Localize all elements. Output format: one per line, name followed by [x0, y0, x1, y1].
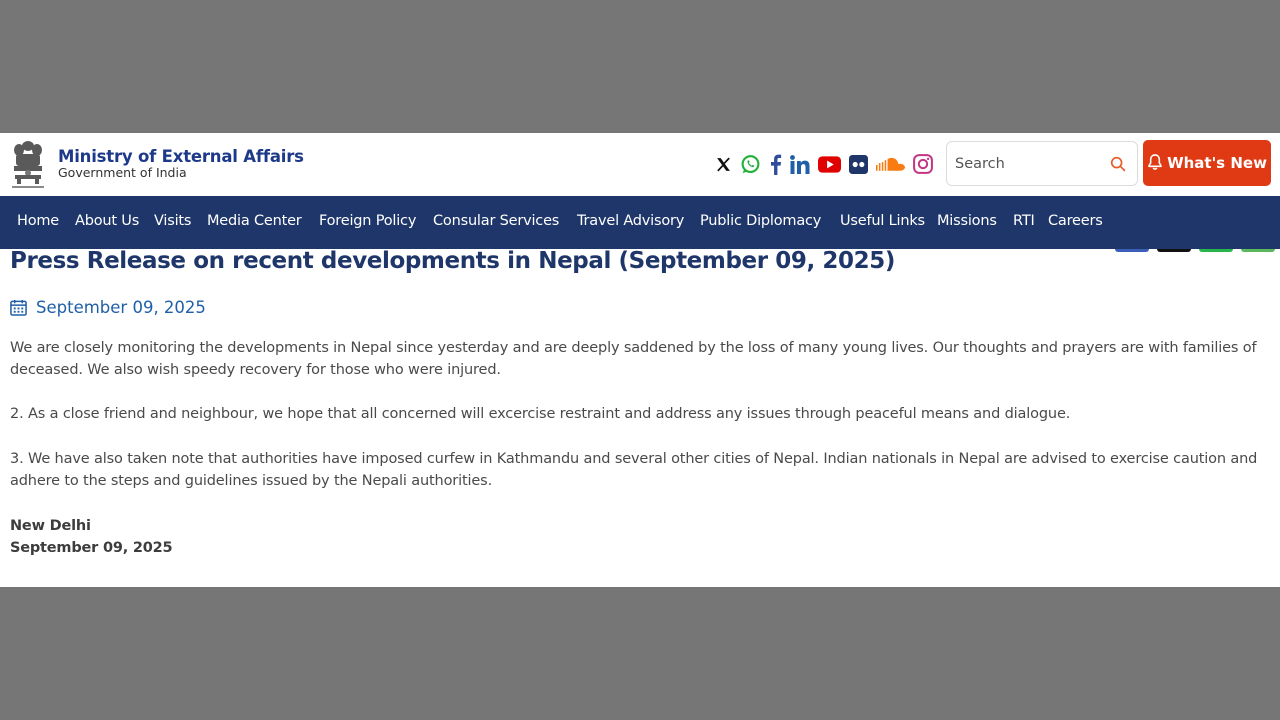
nav-rti[interactable]: RTI [1013, 213, 1035, 229]
soundcloud-icon[interactable] [874, 151, 906, 177]
whats-new-label: What's New [1167, 154, 1267, 172]
search-box [946, 141, 1138, 186]
article-date-text: September 09, 2025 [36, 298, 206, 317]
share-whatsapp-button[interactable] [1199, 249, 1233, 252]
share-x-button[interactable] [1157, 249, 1191, 252]
signature-place: New Delhi [10, 518, 91, 534]
nav-about-us[interactable]: About Us [75, 213, 140, 229]
nav-media-center[interactable]: Media Center [207, 213, 302, 229]
youtube-icon[interactable] [816, 151, 842, 177]
page-title: Press Release on recent developments in Nepal (September 09, 2025) [10, 248, 895, 274]
search-input[interactable] [955, 152, 1105, 176]
x-icon[interactable] [712, 151, 734, 177]
nav-missions[interactable]: Missions [937, 213, 997, 229]
nav-consular-services[interactable]: Consular Services [433, 213, 560, 229]
emblem-logo[interactable] [8, 137, 48, 193]
bell-icon [1147, 153, 1163, 174]
article-paragraph-2: 2. As a close friend and neighbour, we hope that all concerned will excercise restraint and address any issues through peaceful means and dialogue. [10, 406, 1071, 422]
article-paragraph-1: We are closely monitoring the developments in Nepal since yesterday and are deeply saddened by the loss of many young lives. Our thoughts and prayers are with families of deceased. We also wish speedy recovery for those who were injured. [10, 340, 1257, 378]
main-nav [0, 196, 1280, 249]
share-more-button[interactable] [1241, 249, 1275, 252]
page [0, 133, 1280, 587]
ministry-subtitle: Government of India [58, 165, 187, 180]
search-icon[interactable] [1109, 155, 1127, 173]
article-paragraph-3: 3. We have also taken note that authorities have imposed curfew in Kathmandu and several other cities of Nepal. Indian nationals in Nepal are advised to exercise caution and adhere to the steps and guidelines issued by the Nepali authorities. [10, 451, 1258, 489]
whatsapp-icon[interactable] [738, 151, 762, 177]
whats-new-button[interactable] [1143, 140, 1271, 186]
ministry-title[interactable]: Ministry of External Affairs [58, 147, 304, 166]
nav-public-diplomacy[interactable]: Public Diplomacy [700, 213, 822, 229]
nav-careers[interactable]: Careers [1048, 213, 1103, 229]
flickr-icon[interactable] [846, 151, 870, 177]
instagram-icon[interactable] [910, 151, 936, 177]
article-date [10, 298, 206, 317]
site-header [0, 133, 1280, 196]
nav-visits[interactable]: Visits [154, 213, 192, 229]
share-facebook-button[interactable] [1115, 249, 1149, 252]
signature-date: September 09, 2025 [10, 540, 173, 556]
nav-travel-advisory[interactable]: Travel Advisory [577, 213, 685, 229]
linkedin-icon[interactable] [788, 151, 812, 177]
facebook-icon[interactable] [765, 151, 785, 177]
nav-useful-links[interactable]: Useful Links [840, 213, 925, 229]
nav-foreign-policy[interactable]: Foreign Policy [319, 213, 417, 229]
calendar-icon [10, 299, 27, 316]
nav-home[interactable]: Home [17, 213, 60, 229]
